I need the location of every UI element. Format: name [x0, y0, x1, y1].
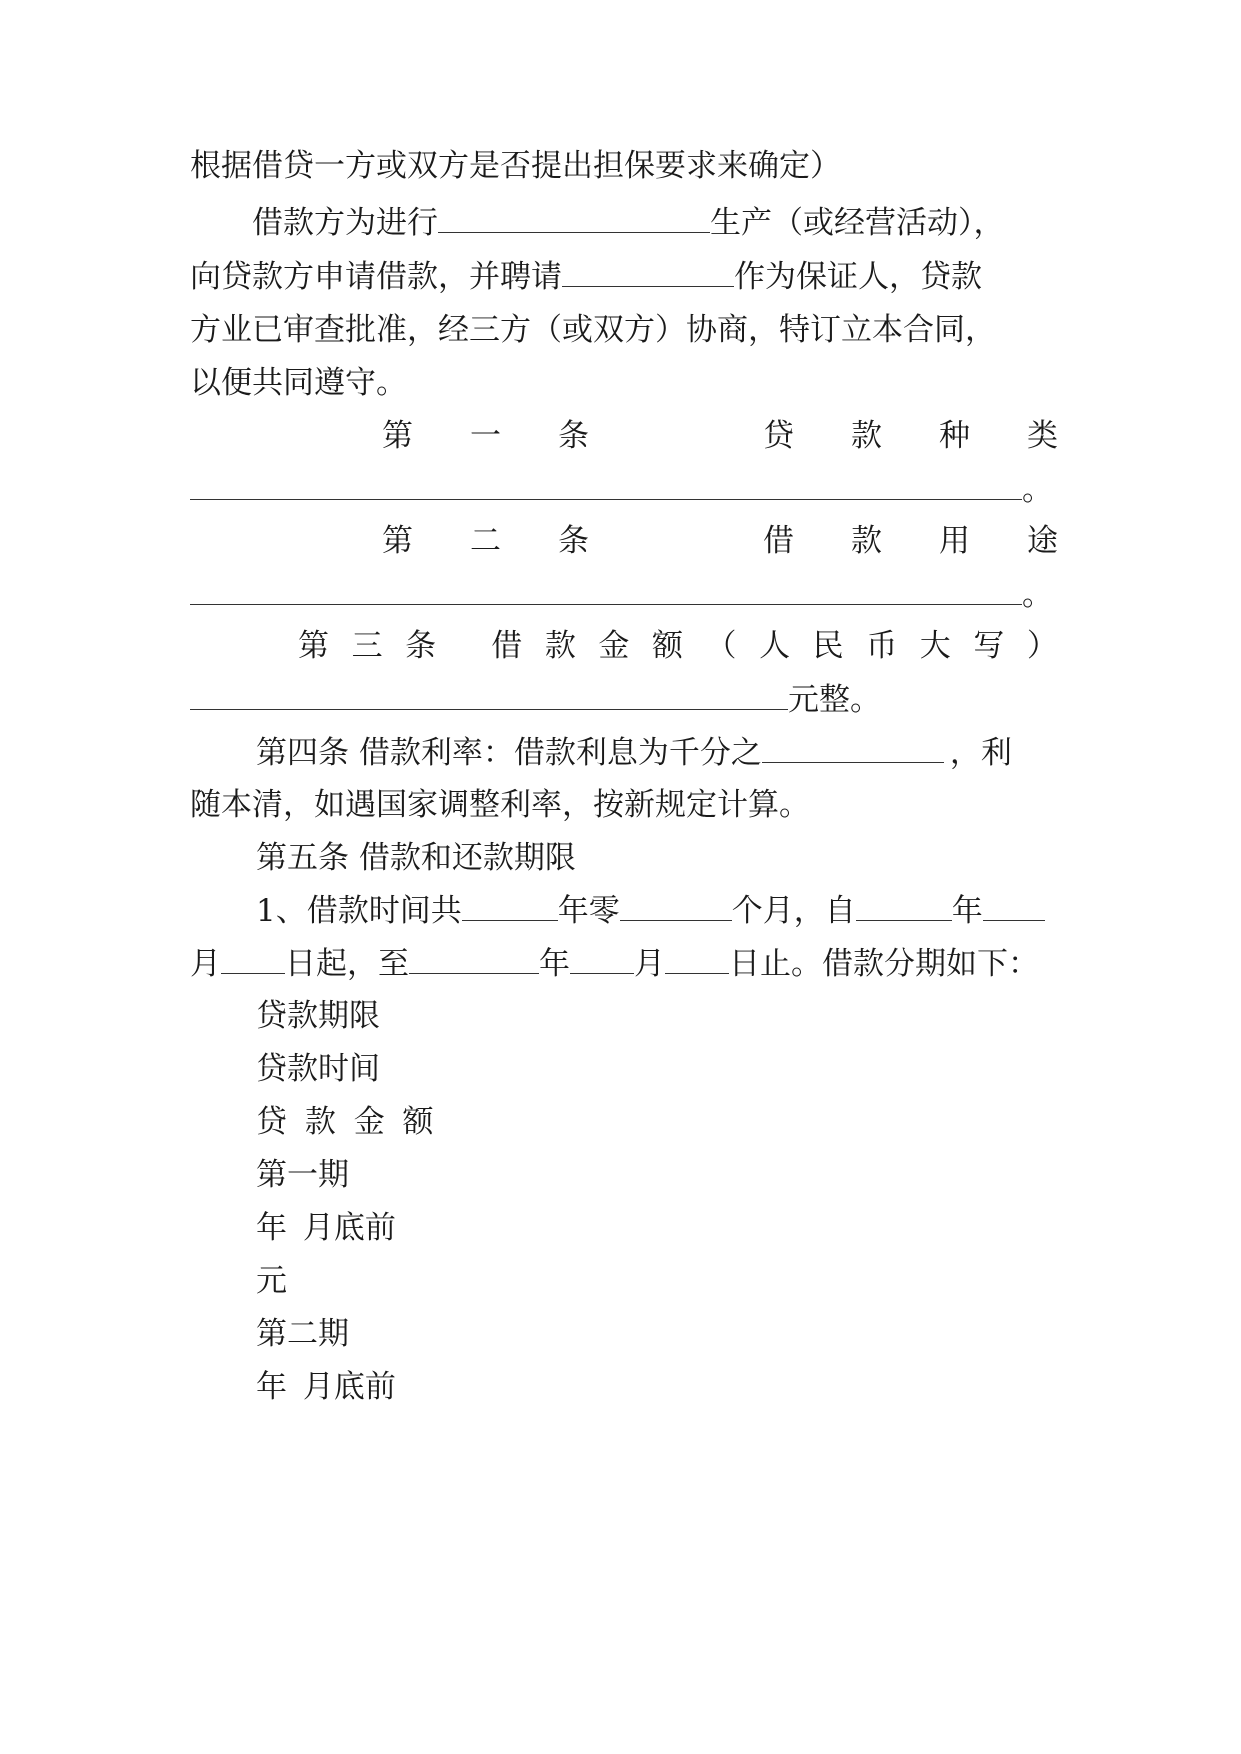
heading-char: 借	[763, 523, 794, 559]
article-4-text: 第四条 借款利率：借款利息为千分之	[256, 735, 762, 771]
term-text: 1、借款时间共	[256, 893, 462, 929]
text-line: 随本清，如遇国家调整利率，按新规定计算。	[190, 787, 810, 823]
heading-char: 金	[598, 628, 630, 664]
term-line-1	[256, 890, 1060, 931]
heading-char: 途	[1027, 523, 1058, 559]
term-text: 个月，自	[731, 893, 856, 929]
interest-rate-blank[interactable]	[762, 732, 944, 763]
intro-line	[190, 202, 1060, 243]
production-blank[interactable]	[438, 202, 710, 233]
article-1-fill	[190, 469, 1060, 510]
end-mark: 。	[1022, 472, 1053, 508]
text-line: 以便共同遵守。	[190, 365, 407, 401]
article-3-fill	[190, 679, 1060, 720]
guarantor-blank[interactable]	[562, 256, 734, 287]
heading-char: 贷	[763, 418, 794, 454]
heading-char: 第	[382, 418, 413, 454]
term-text: 年	[951, 893, 983, 929]
heading-char: 用	[939, 523, 970, 559]
loan-purpose-blank[interactable]	[190, 574, 1022, 605]
start-year-blank[interactable]	[856, 890, 952, 921]
heading-char: 条	[558, 418, 589, 454]
term-text: 年	[539, 946, 570, 982]
heading-char: （	[705, 628, 737, 664]
article-2-heading	[382, 521, 1058, 561]
schedule-item: 贷款时间	[256, 1051, 380, 1087]
heading-char: 条	[558, 523, 589, 559]
schedule-item: 贷 款 金 额	[256, 1104, 434, 1140]
intro-text: 作为保证人，贷款	[734, 259, 982, 295]
heading-char: 币	[866, 628, 898, 664]
heading-char: 款	[851, 418, 882, 454]
article-4-line	[190, 732, 1060, 773]
term-text: 月	[190, 946, 221, 982]
term-text: 日止。借款分期如下：	[729, 946, 1039, 982]
schedule-item: 年 月底前	[256, 1210, 396, 1246]
heading-char: 款	[544, 628, 576, 664]
amount-blank[interactable]	[190, 679, 788, 710]
term-text: 日起，至	[285, 946, 409, 982]
text-line: 方业已审查批准，经三方（或双方）协商，特订立本合同，	[190, 312, 996, 348]
schedule-item: 贷款期限	[256, 998, 380, 1034]
end-mark: 元整。	[788, 682, 881, 718]
intro-text: 生产（或经营活动），	[710, 205, 1005, 241]
loan-type-blank[interactable]	[190, 469, 1022, 500]
heading-char: 款	[851, 523, 882, 559]
heading-char: 一	[470, 418, 501, 454]
end-mark: 。	[1022, 577, 1053, 613]
article-2-fill	[190, 574, 1060, 615]
heading-char: 条	[405, 628, 437, 664]
article-1-heading	[382, 416, 1058, 456]
heading-char: 民	[812, 628, 844, 664]
heading-char: 种	[939, 418, 970, 454]
years-blank[interactable]	[462, 890, 558, 921]
term-text: 月	[634, 946, 665, 982]
heading-char: 第	[382, 523, 413, 559]
heading-char: 人	[759, 628, 791, 664]
article-4-text: ，利	[949, 735, 1012, 771]
schedule-item: 年 月底前	[256, 1369, 396, 1405]
heading-char: 额	[651, 628, 683, 664]
term-line-2	[190, 943, 1060, 984]
end-day-blank[interactable]	[665, 943, 729, 974]
term-text: 年零	[557, 893, 620, 929]
heading-char: 三	[351, 628, 383, 664]
intro-text: 向贷款方申请借款，并聘请	[190, 259, 562, 295]
schedule-item: 元	[256, 1263, 287, 1299]
text-line: 根据借贷一方或双方是否提出担保要求来确定）	[190, 148, 841, 184]
end-month-blank[interactable]	[570, 943, 634, 974]
months-blank[interactable]	[620, 890, 732, 921]
schedule-item: 第二期	[256, 1316, 349, 1352]
intro-text: 借款方为进行	[252, 205, 438, 241]
heading-gap	[646, 416, 706, 456]
schedule-item: 第一期	[256, 1157, 349, 1193]
intro-line	[190, 256, 1060, 297]
heading-char: 借	[491, 628, 523, 664]
heading-char: 大	[919, 628, 951, 664]
start-day-blank[interactable]	[221, 943, 285, 974]
heading-char: ）	[1026, 628, 1058, 664]
article-5-title: 第五条 借款和还款期限	[256, 840, 576, 876]
end-year-blank[interactable]	[409, 943, 539, 974]
heading-char: 第	[298, 628, 329, 664]
heading-char: 写	[973, 628, 1005, 664]
article-3-heading	[298, 626, 1058, 666]
heading-gap	[646, 521, 706, 561]
heading-gap	[459, 626, 469, 666]
heading-char: 二	[470, 523, 501, 559]
heading-char: 类	[1027, 418, 1058, 454]
start-month-blank[interactable]	[983, 890, 1045, 921]
